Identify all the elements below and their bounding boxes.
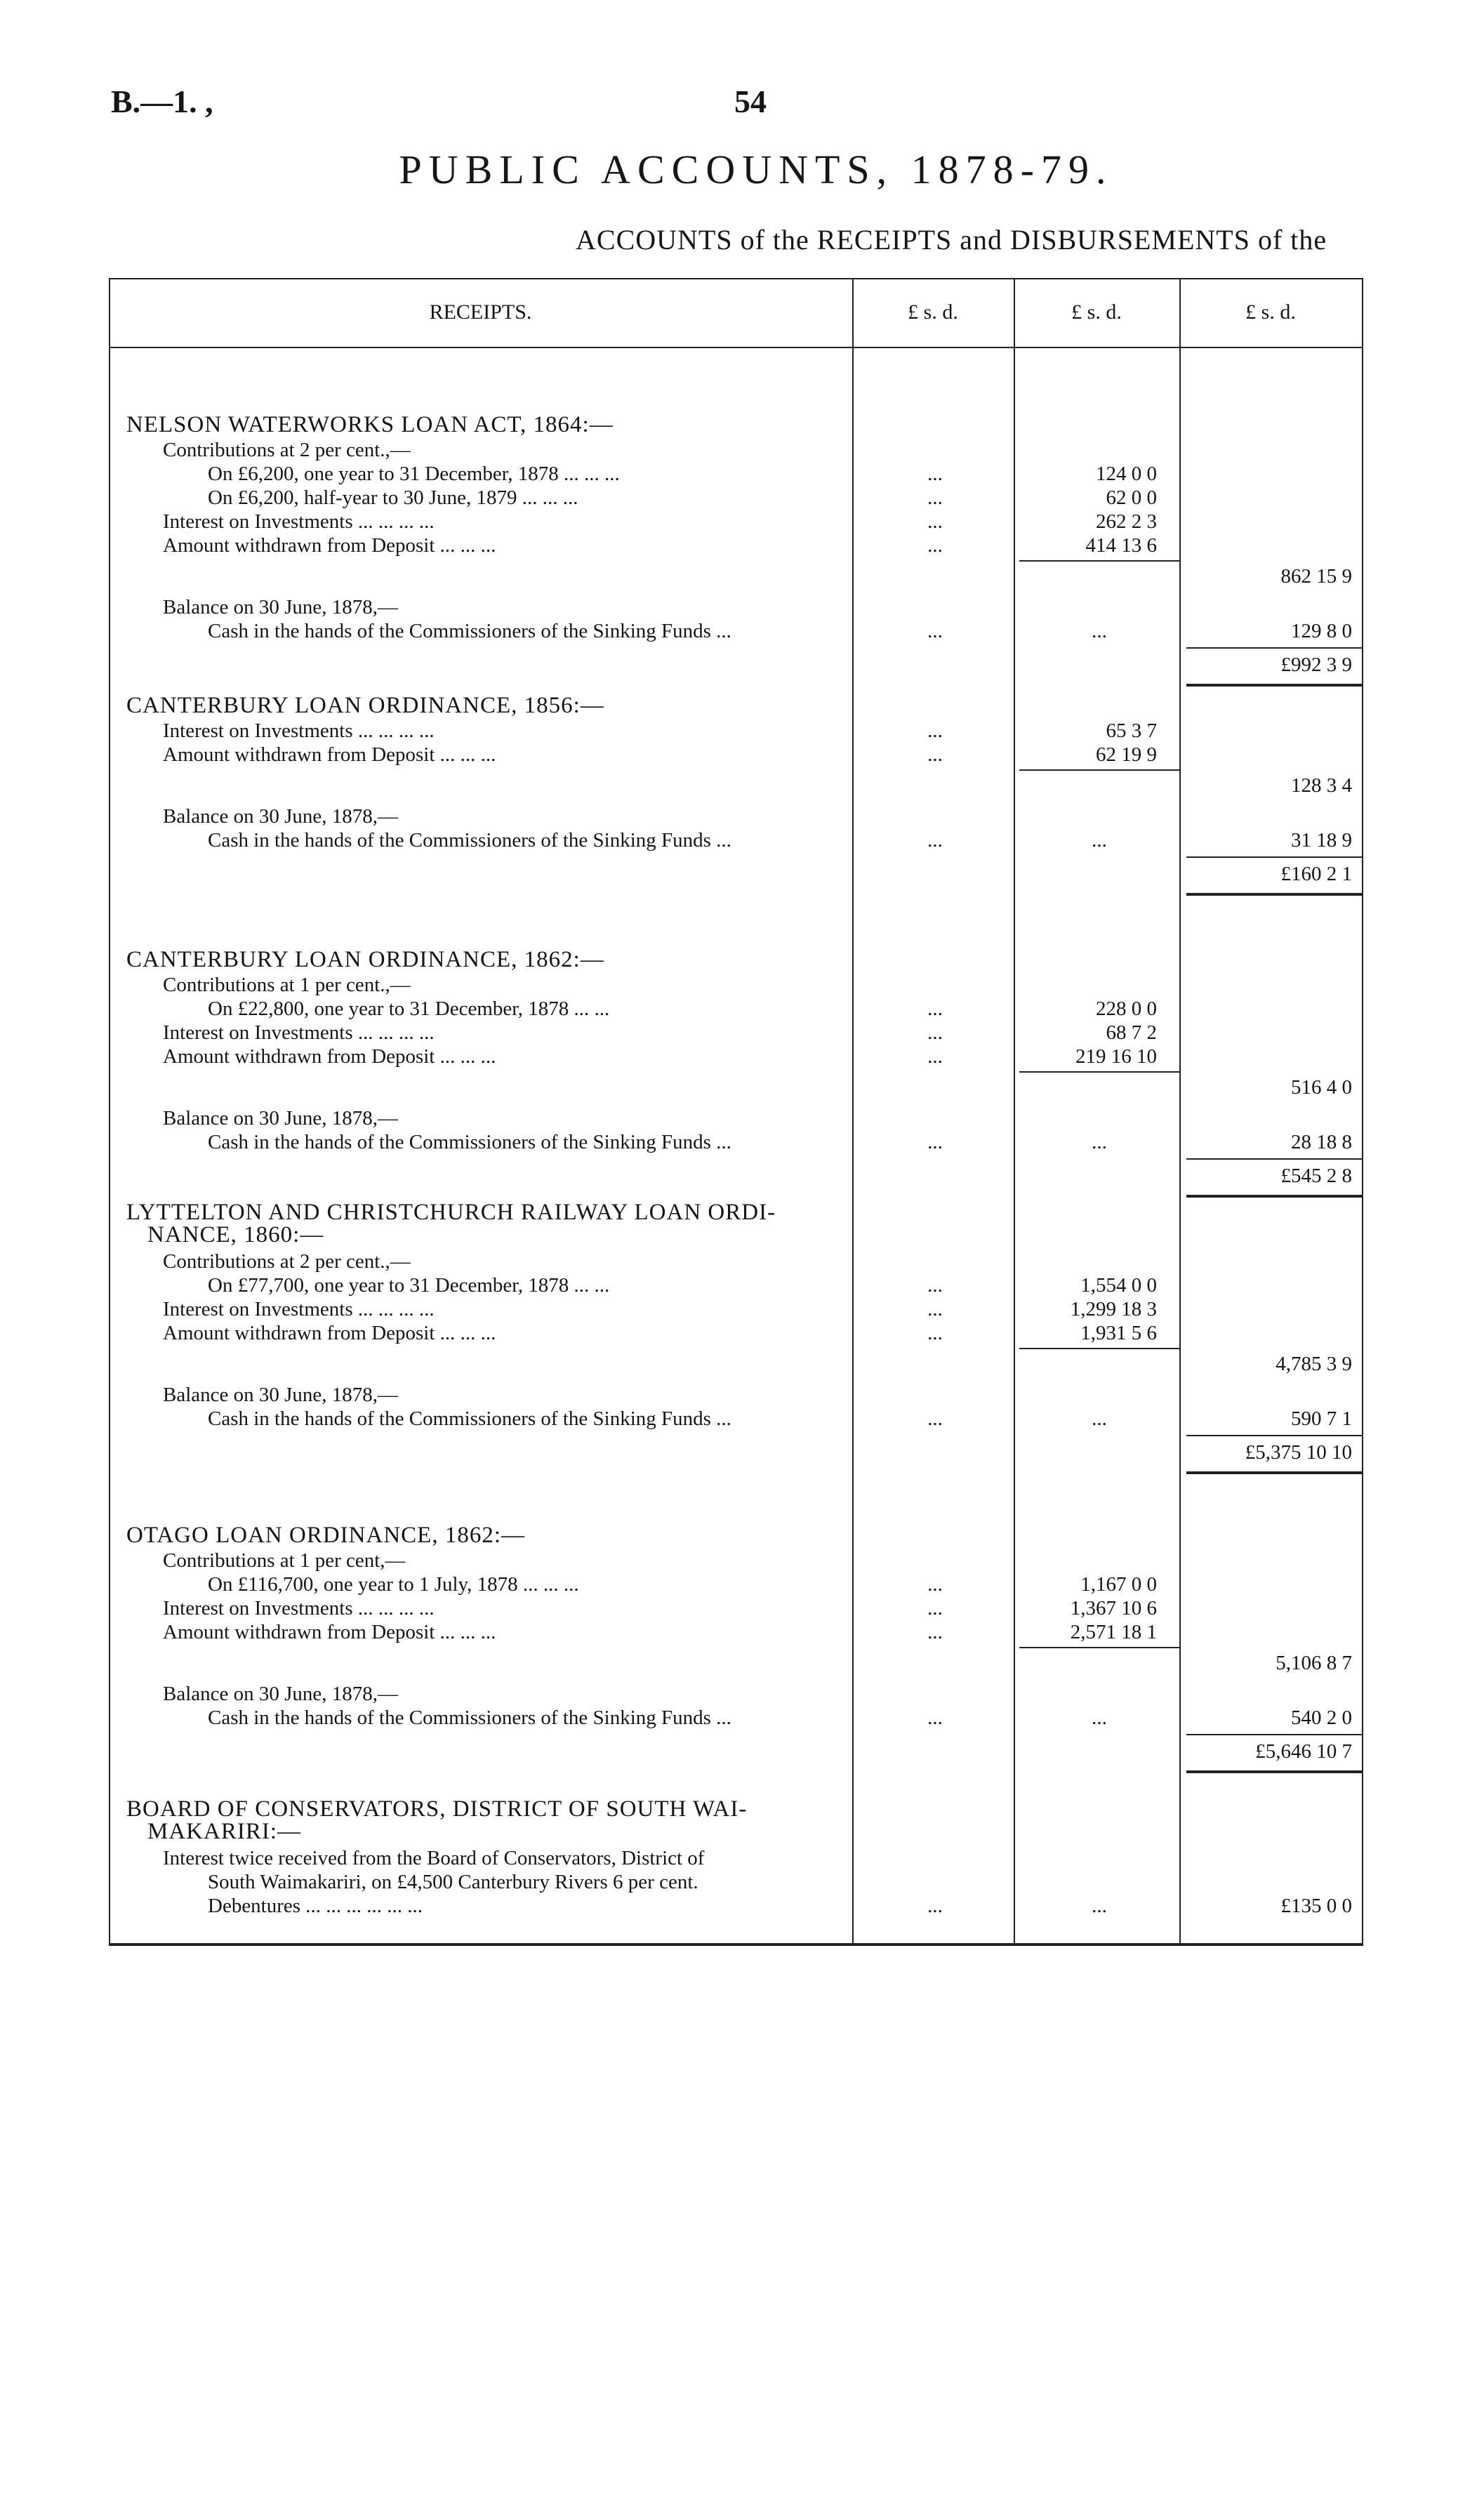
line-description: On £77,700, one year to 31 December, 1878 ... ...: [208, 1274, 610, 1297]
column2-value: ...: [1092, 829, 1107, 852]
column1-value: ...: [927, 743, 943, 766]
line-description: Balance on 30 June, 1878,—: [163, 1384, 399, 1406]
section-heading: CANTERBURY LOAN ORDINANCE, 1862:—: [126, 948, 604, 972]
section-total: £992 3 9: [1280, 654, 1352, 676]
column1-value: ...: [927, 1597, 943, 1619]
column2-value: 219 16 10: [1075, 1045, 1157, 1068]
line-description: Interest on Investments ... ... ... ...: [163, 1597, 435, 1619]
line-description: Balance on 30 June, 1878,—: [163, 596, 399, 618]
section-heading-continued: MAKARIRI:—: [147, 1820, 302, 1843]
line-description: Amount withdrawn from Deposit ... ... ...: [163, 1621, 496, 1643]
line-description: Contributions at 1 per cent,—: [163, 1549, 406, 1572]
column3-header: £ s. d.: [1245, 300, 1296, 324]
column2-value: 1,167 0 0: [1080, 1573, 1157, 1596]
line-description: Interest twice received from the Board of Conservators, District of: [163, 1847, 705, 1869]
column1-value: ...: [927, 1621, 943, 1643]
column2-value: ...: [1092, 1131, 1107, 1153]
line-description: Contributions at 2 per cent.,—: [163, 439, 411, 461]
section-total: £545 2 8: [1280, 1165, 1352, 1187]
subtotal-rule: [1019, 1647, 1179, 1648]
column1-value: ...: [927, 1895, 943, 1917]
total-rule: [1186, 1158, 1362, 1160]
receipts-column-header: RECEIPTS.: [429, 300, 532, 324]
section-heading: LYTTELTON AND CHRISTCHURCH RAILWAY LOAN ORDI-: [126, 1200, 776, 1224]
column-divider-1: [852, 278, 854, 1946]
column1-value: ...: [927, 829, 943, 852]
column3-value: 31 18 9: [1291, 829, 1352, 852]
line-description: Cash in the hands of the Commissioners of the Sinking Funds ...: [208, 1131, 731, 1153]
table-top-border: [109, 278, 1363, 279]
column2-value: 2,571 18 1: [1070, 1621, 1157, 1643]
section-total: £5,375 10 10: [1245, 1441, 1352, 1464]
column1-value: ...: [927, 620, 943, 642]
line-description: On £6,200, one year to 31 December, 1878 ... ... ...: [208, 463, 620, 485]
line-description: South Waimakariri, on £4,500 Canterbury Rivers 6 per cent.: [208, 1871, 698, 1893]
line-description: On £6,200, half-year to 30 June, 1879 ... ... ...: [208, 486, 578, 509]
section-total: £5,646 10 7: [1255, 1740, 1352, 1763]
total-double-rule: [1186, 1471, 1362, 1474]
table-bottom-border: [109, 1943, 1363, 1946]
column2-value: 65 3 7: [1106, 720, 1157, 742]
line-description: Debentures ... ... ... ... ... ...: [208, 1895, 423, 1917]
line-description: Contributions at 2 per cent.,—: [163, 1250, 411, 1273]
subtotal-amount: 4,785 3 9: [1276, 1353, 1352, 1375]
column1-value: ...: [927, 486, 943, 509]
line-description: Amount withdrawn from Deposit ... ... ...: [163, 743, 496, 766]
total-double-rule: [1186, 1195, 1362, 1198]
column1-value: ...: [927, 510, 943, 533]
column2-value: 62 19 9: [1096, 743, 1157, 766]
column2-value: 414 13 6: [1085, 534, 1157, 557]
total-rule: [1186, 1734, 1362, 1735]
table-left-border: [109, 278, 110, 1946]
section-heading: OTAGO LOAN ORDINANCE, 1862:—: [126, 1523, 525, 1547]
column1-value: ...: [927, 1131, 943, 1153]
subtotal-rule: [1019, 769, 1179, 771]
line-description: Balance on 30 June, 1878,—: [163, 805, 399, 828]
column1-value: ...: [927, 534, 943, 557]
line-description: Cash in the hands of the Commissioners of the Sinking Funds ...: [208, 620, 731, 642]
line-description: Interest on Investments ... ... ... ...: [163, 1298, 435, 1320]
page-subtitle: ACCOUNTS of the RECEIPTS and DISBURSEMENTS of the: [576, 224, 1327, 256]
total-rule: [1186, 856, 1362, 858]
column3-value: 28 18 8: [1291, 1131, 1352, 1153]
column3-value: £135 0 0: [1280, 1895, 1352, 1917]
column2-value: 262 2 3: [1096, 510, 1157, 533]
total-double-rule: [1186, 1770, 1362, 1773]
page-title: PUBLIC ACCOUNTS, 1878-79.: [399, 147, 1113, 192]
column1-value: ...: [927, 1274, 943, 1297]
section-heading: BOARD OF CONSERVATORS, DISTRICT OF SOUTH WAI-: [126, 1797, 748, 1821]
column2-value: ...: [1092, 1407, 1107, 1430]
column2-value: 62 0 0: [1106, 486, 1157, 509]
column1-value: ...: [927, 463, 943, 485]
column2-value: 68 7 2: [1106, 1021, 1157, 1044]
line-description: On £22,800, one year to 31 December, 1878 ... ...: [208, 998, 610, 1020]
column3-value: 129 8 0: [1291, 620, 1352, 642]
column1-value: ...: [927, 1322, 943, 1344]
column1-header: £ s. d.: [908, 300, 958, 324]
column1-value: ...: [927, 1707, 943, 1729]
line-description: Balance on 30 June, 1878,—: [163, 1107, 399, 1130]
subtotal-rule: [1019, 1348, 1179, 1349]
page-number: 54: [734, 84, 767, 119]
column1-value: ...: [927, 1021, 943, 1044]
column2-value: 1,931 5 6: [1080, 1322, 1157, 1344]
line-description: Interest on Investments ... ... ... ...: [163, 1021, 435, 1044]
column1-value: ...: [927, 998, 943, 1020]
line-description: Amount withdrawn from Deposit ... ... ...: [163, 534, 496, 557]
line-description: Balance on 30 June, 1878,—: [163, 1683, 399, 1705]
column2-value: ...: [1092, 1895, 1107, 1917]
section-heading: CANTERBURY LOAN ORDINANCE, 1856:—: [126, 694, 604, 717]
table-header-rule: [109, 347, 1363, 348]
section-total: £160 2 1: [1280, 863, 1352, 885]
total-double-rule: [1186, 893, 1362, 896]
column3-value: 540 2 0: [1291, 1707, 1352, 1729]
subtotal-amount: 5,106 8 7: [1276, 1652, 1352, 1674]
total-double-rule: [1186, 684, 1362, 687]
column2-header: £ s. d.: [1071, 300, 1122, 324]
subtotal-amount: 862 15 9: [1280, 565, 1352, 588]
total-rule: [1186, 1435, 1362, 1436]
line-description: Cash in the hands of the Commissioners of the Sinking Funds ...: [208, 829, 731, 852]
column1-value: ...: [927, 1573, 943, 1596]
subtotal-rule: [1019, 1071, 1179, 1073]
total-rule: [1186, 647, 1362, 649]
column1-value: ...: [927, 720, 943, 742]
line-description: Contributions at 1 per cent.,—: [163, 974, 411, 996]
section-heading-continued: NANCE, 1860:—: [147, 1223, 324, 1247]
table-right-border: [1362, 278, 1363, 1946]
column2-value: 1,299 18 3: [1070, 1298, 1157, 1320]
column3-value: 590 7 1: [1291, 1407, 1352, 1430]
column-divider-3: [1179, 278, 1181, 1946]
line-description: Interest on Investments ... ... ... ...: [163, 720, 435, 742]
line-description: Cash in the hands of the Commissioners of the Sinking Funds ...: [208, 1707, 731, 1729]
line-description: Amount withdrawn from Deposit ... ... ...: [163, 1045, 496, 1068]
column-divider-2: [1014, 278, 1015, 1946]
subtotal-amount: 516 4 0: [1291, 1076, 1352, 1099]
subtotal-amount: 128 3 4: [1291, 774, 1352, 797]
column1-value: ...: [927, 1407, 943, 1430]
subtotal-rule: [1019, 560, 1179, 562]
column2-value: 1,367 10 6: [1070, 1597, 1157, 1619]
line-description: Cash in the hands of the Commissioners of the Sinking Funds ...: [208, 1407, 731, 1430]
document-reference: B.—1. ,: [111, 84, 213, 119]
column2-value: 1,554 0 0: [1080, 1274, 1157, 1297]
column1-value: ...: [927, 1045, 943, 1068]
column2-value: 124 0 0: [1096, 463, 1157, 485]
column2-value: 228 0 0: [1096, 998, 1157, 1020]
line-description: Amount withdrawn from Deposit ... ... ...: [163, 1322, 496, 1344]
section-heading: NELSON WATERWORKS LOAN ACT, 1864:—: [126, 413, 614, 437]
column1-value: ...: [927, 1298, 943, 1320]
column2-value: ...: [1092, 620, 1107, 642]
line-description: On £116,700, one year to 1 July, 1878 ... ... ...: [208, 1573, 579, 1596]
column2-value: ...: [1092, 1707, 1107, 1729]
line-description: Interest on Investments ... ... ... ...: [163, 510, 435, 533]
